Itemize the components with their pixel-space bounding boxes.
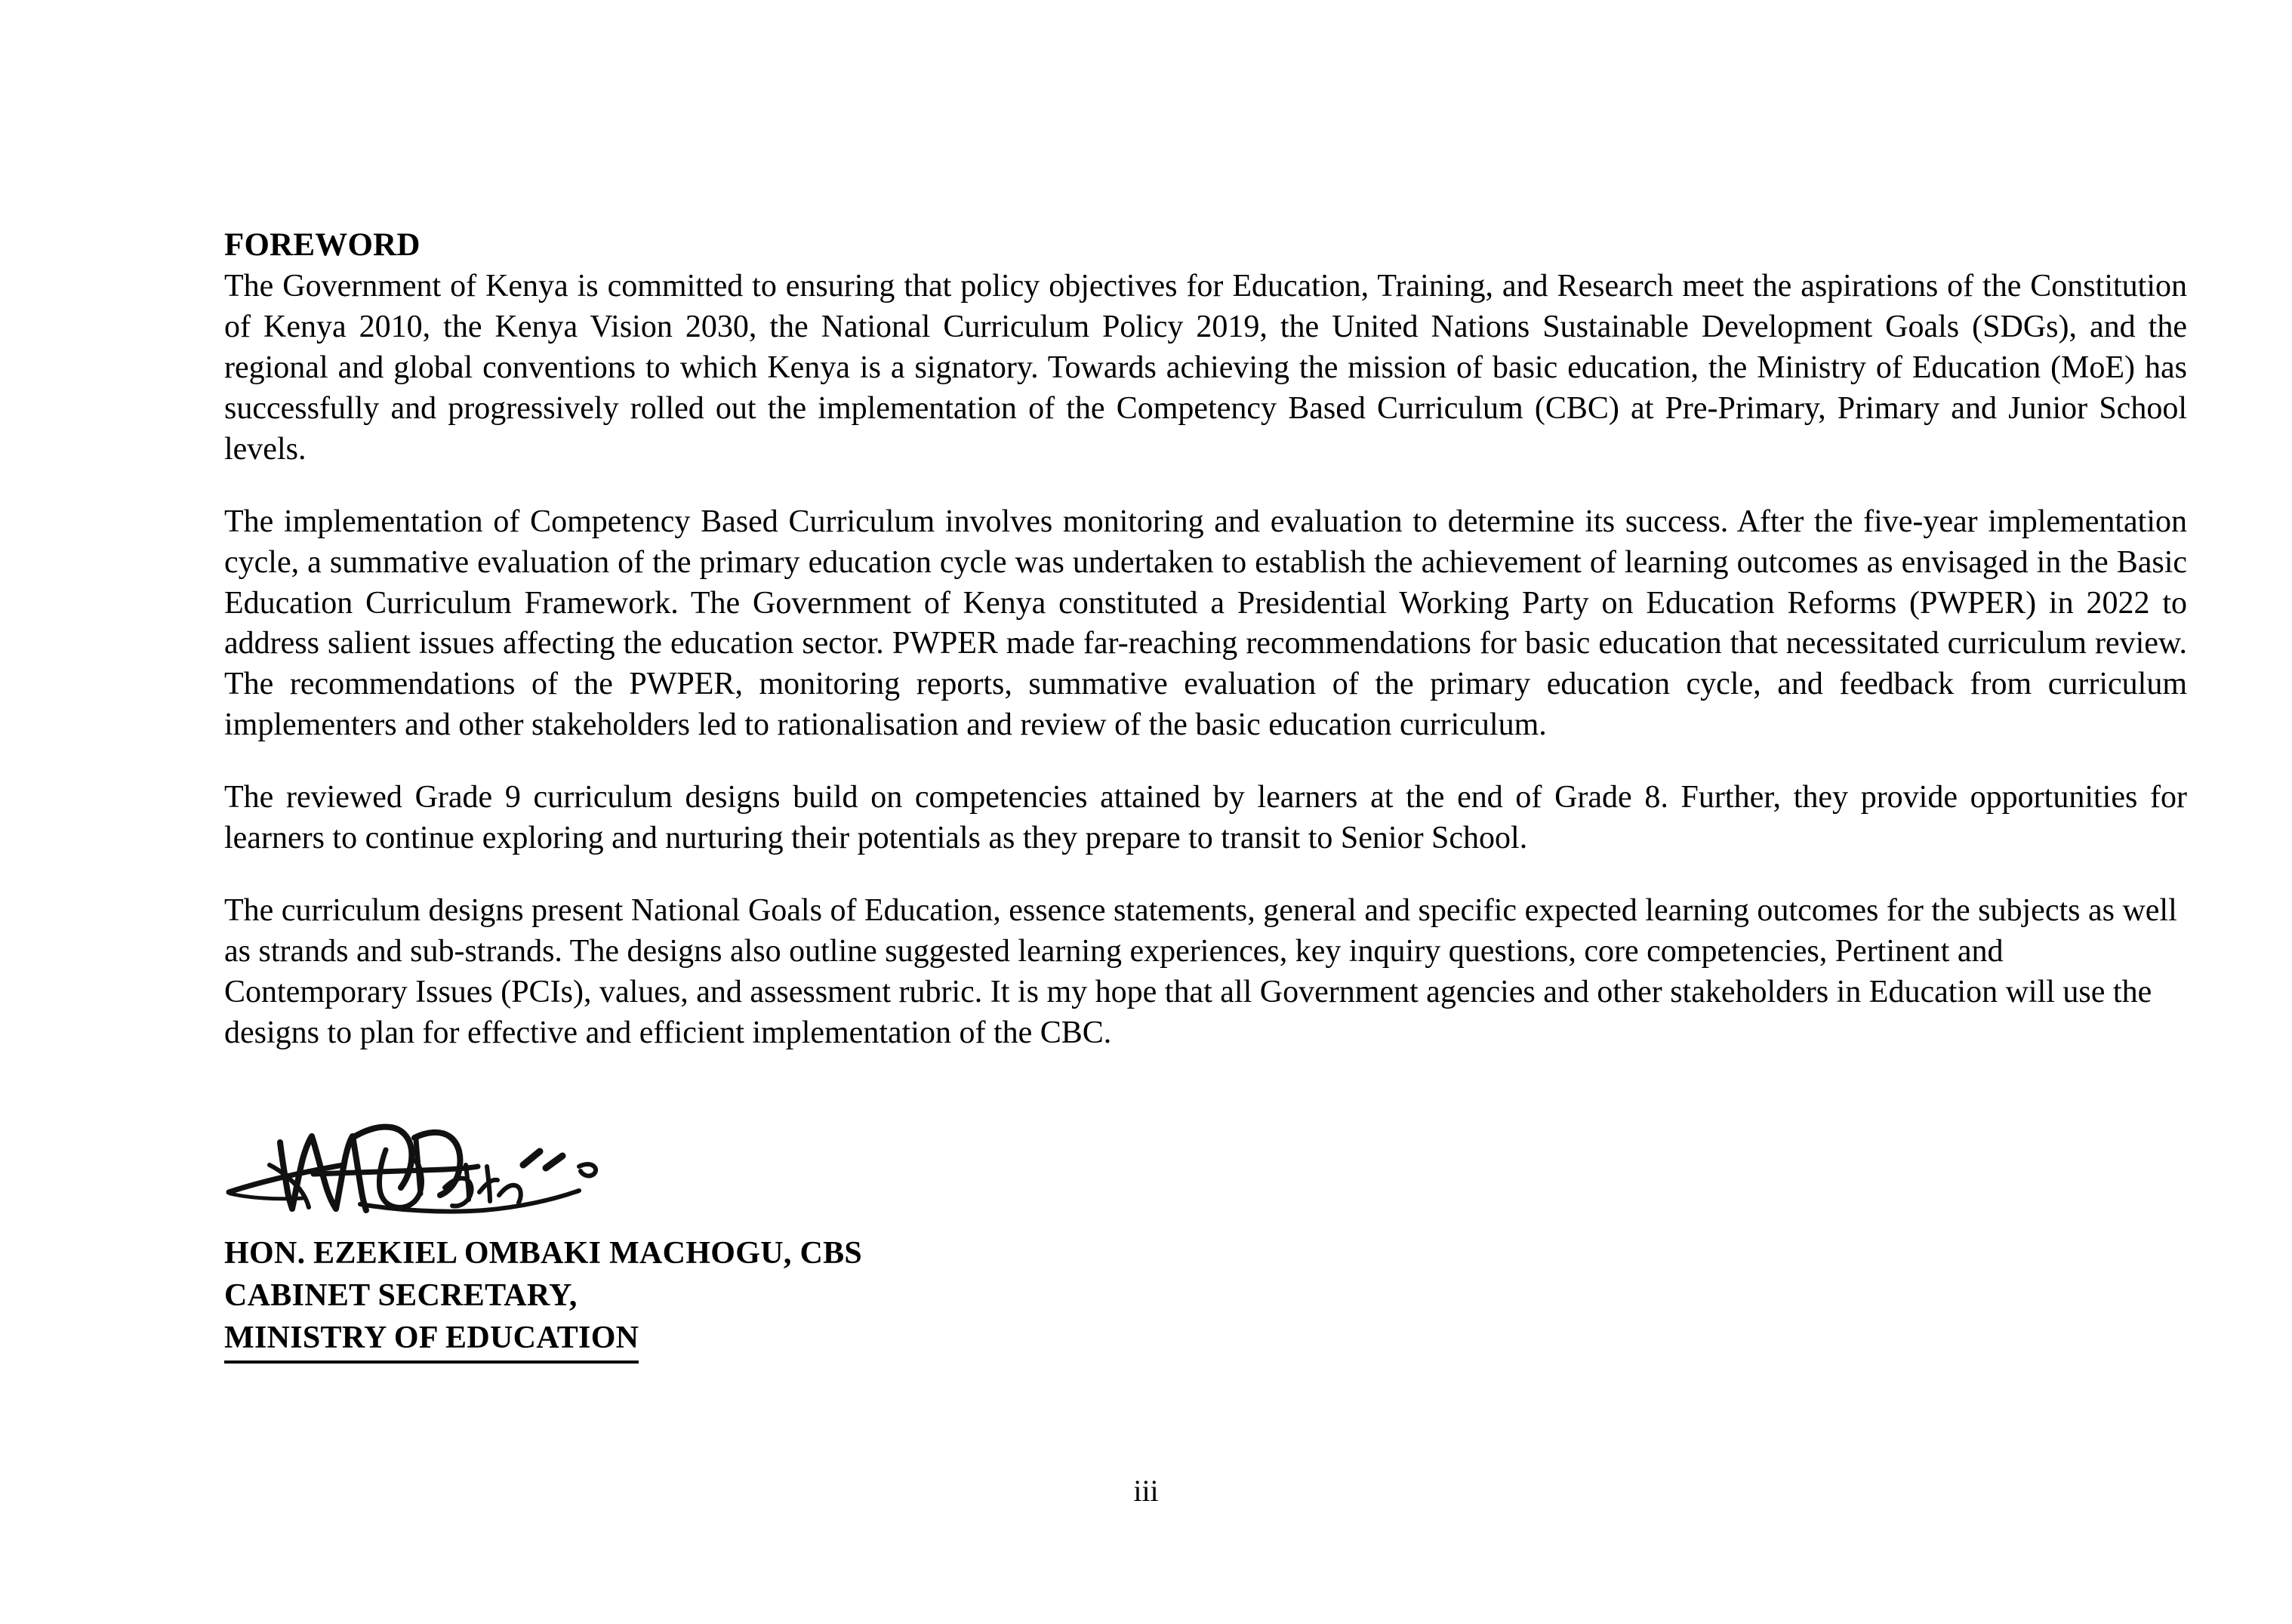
paragraph-1: The Government of Kenya is committed to ensuring that policy objectives for Education, Training, and Research meet the aspirations of the Constitution of Kenya 2010, the Kenya Vision 2030, the National Curriculum Policy 2019, the United Nations Sustainable Development Goals (SDGs), and the regional and global conventions to which Kenya is a signatory. Towards achieving the mission of basic education, the Ministry of Education (MoE) has successfully and progressively rolled out the implementation of the Competency Based Curriculum (CBC) at Pre-Primary, Primary and Junior School levels. (224, 268, 2187, 467)
paragraph-spacer (224, 746, 2187, 778)
signature-image (224, 1120, 904, 1225)
signatory-name: HON. EZEKIEL OMBAKI MACHOGU, CBS (224, 1236, 863, 1271)
signature-text-block (224, 1233, 862, 1364)
document-body (224, 226, 2187, 1054)
page-title: FOREWORD (224, 227, 421, 263)
handwritten-signature-icon (224, 1120, 647, 1225)
paragraph-spacer (224, 470, 2187, 502)
paragraph-spacer (224, 859, 2187, 891)
page-number: iii (1133, 1474, 1159, 1508)
paragraph-4: The curriculum designs present National Goals of Education, essence statements, general and specific expected learning outcomes for the subjects as well as strands and sub-strands. The designs also outline suggested learning experiences, key inquiry questions, core competencies, Pertinent and Contemporary Issues (PCIs), values, and assessment rubric. It is my hope that all Government agencies and other stakeholders in Education will use the designs to plan for effective and efficient implementation of the CBC. (224, 893, 2177, 1051)
signatory-ministry: MINISTRY OF EDUCATION (224, 1317, 639, 1364)
paragraph-3: The reviewed Grade 9 curriculum designs build on competencies attained by learners at the end of Grade 8. Further, they provide opportunities for learners to continue exploring and nurturing their potentials as they prepare to transit to Senior School. (224, 780, 2187, 856)
paragraph-2: The implementation of Competency Based Curriculum involves monitoring and evaluation to determine its success. After the five-year implementation cycle, a summative evaluation of the primary education cycle was undertaken to establish the achievement of learning outcomes as envisaged in the Basic Education Curriculum Framework. The Government of Kenya constituted a Presidential Working Party on Education Reforms (PWPER) in 2022 to address salient issues affecting the education sector. PWPER made far-reaching recommendations for basic education that necessitated curriculum review. The recommendations of the PWPER, monitoring reports, summative evaluation of the primary education cycle, and feedback from curriculum implementers and other stakeholders led to rationalisation and review of the basic education curriculum. (224, 504, 2187, 743)
signatory-title: CABINET SECRETARY, (224, 1277, 578, 1313)
